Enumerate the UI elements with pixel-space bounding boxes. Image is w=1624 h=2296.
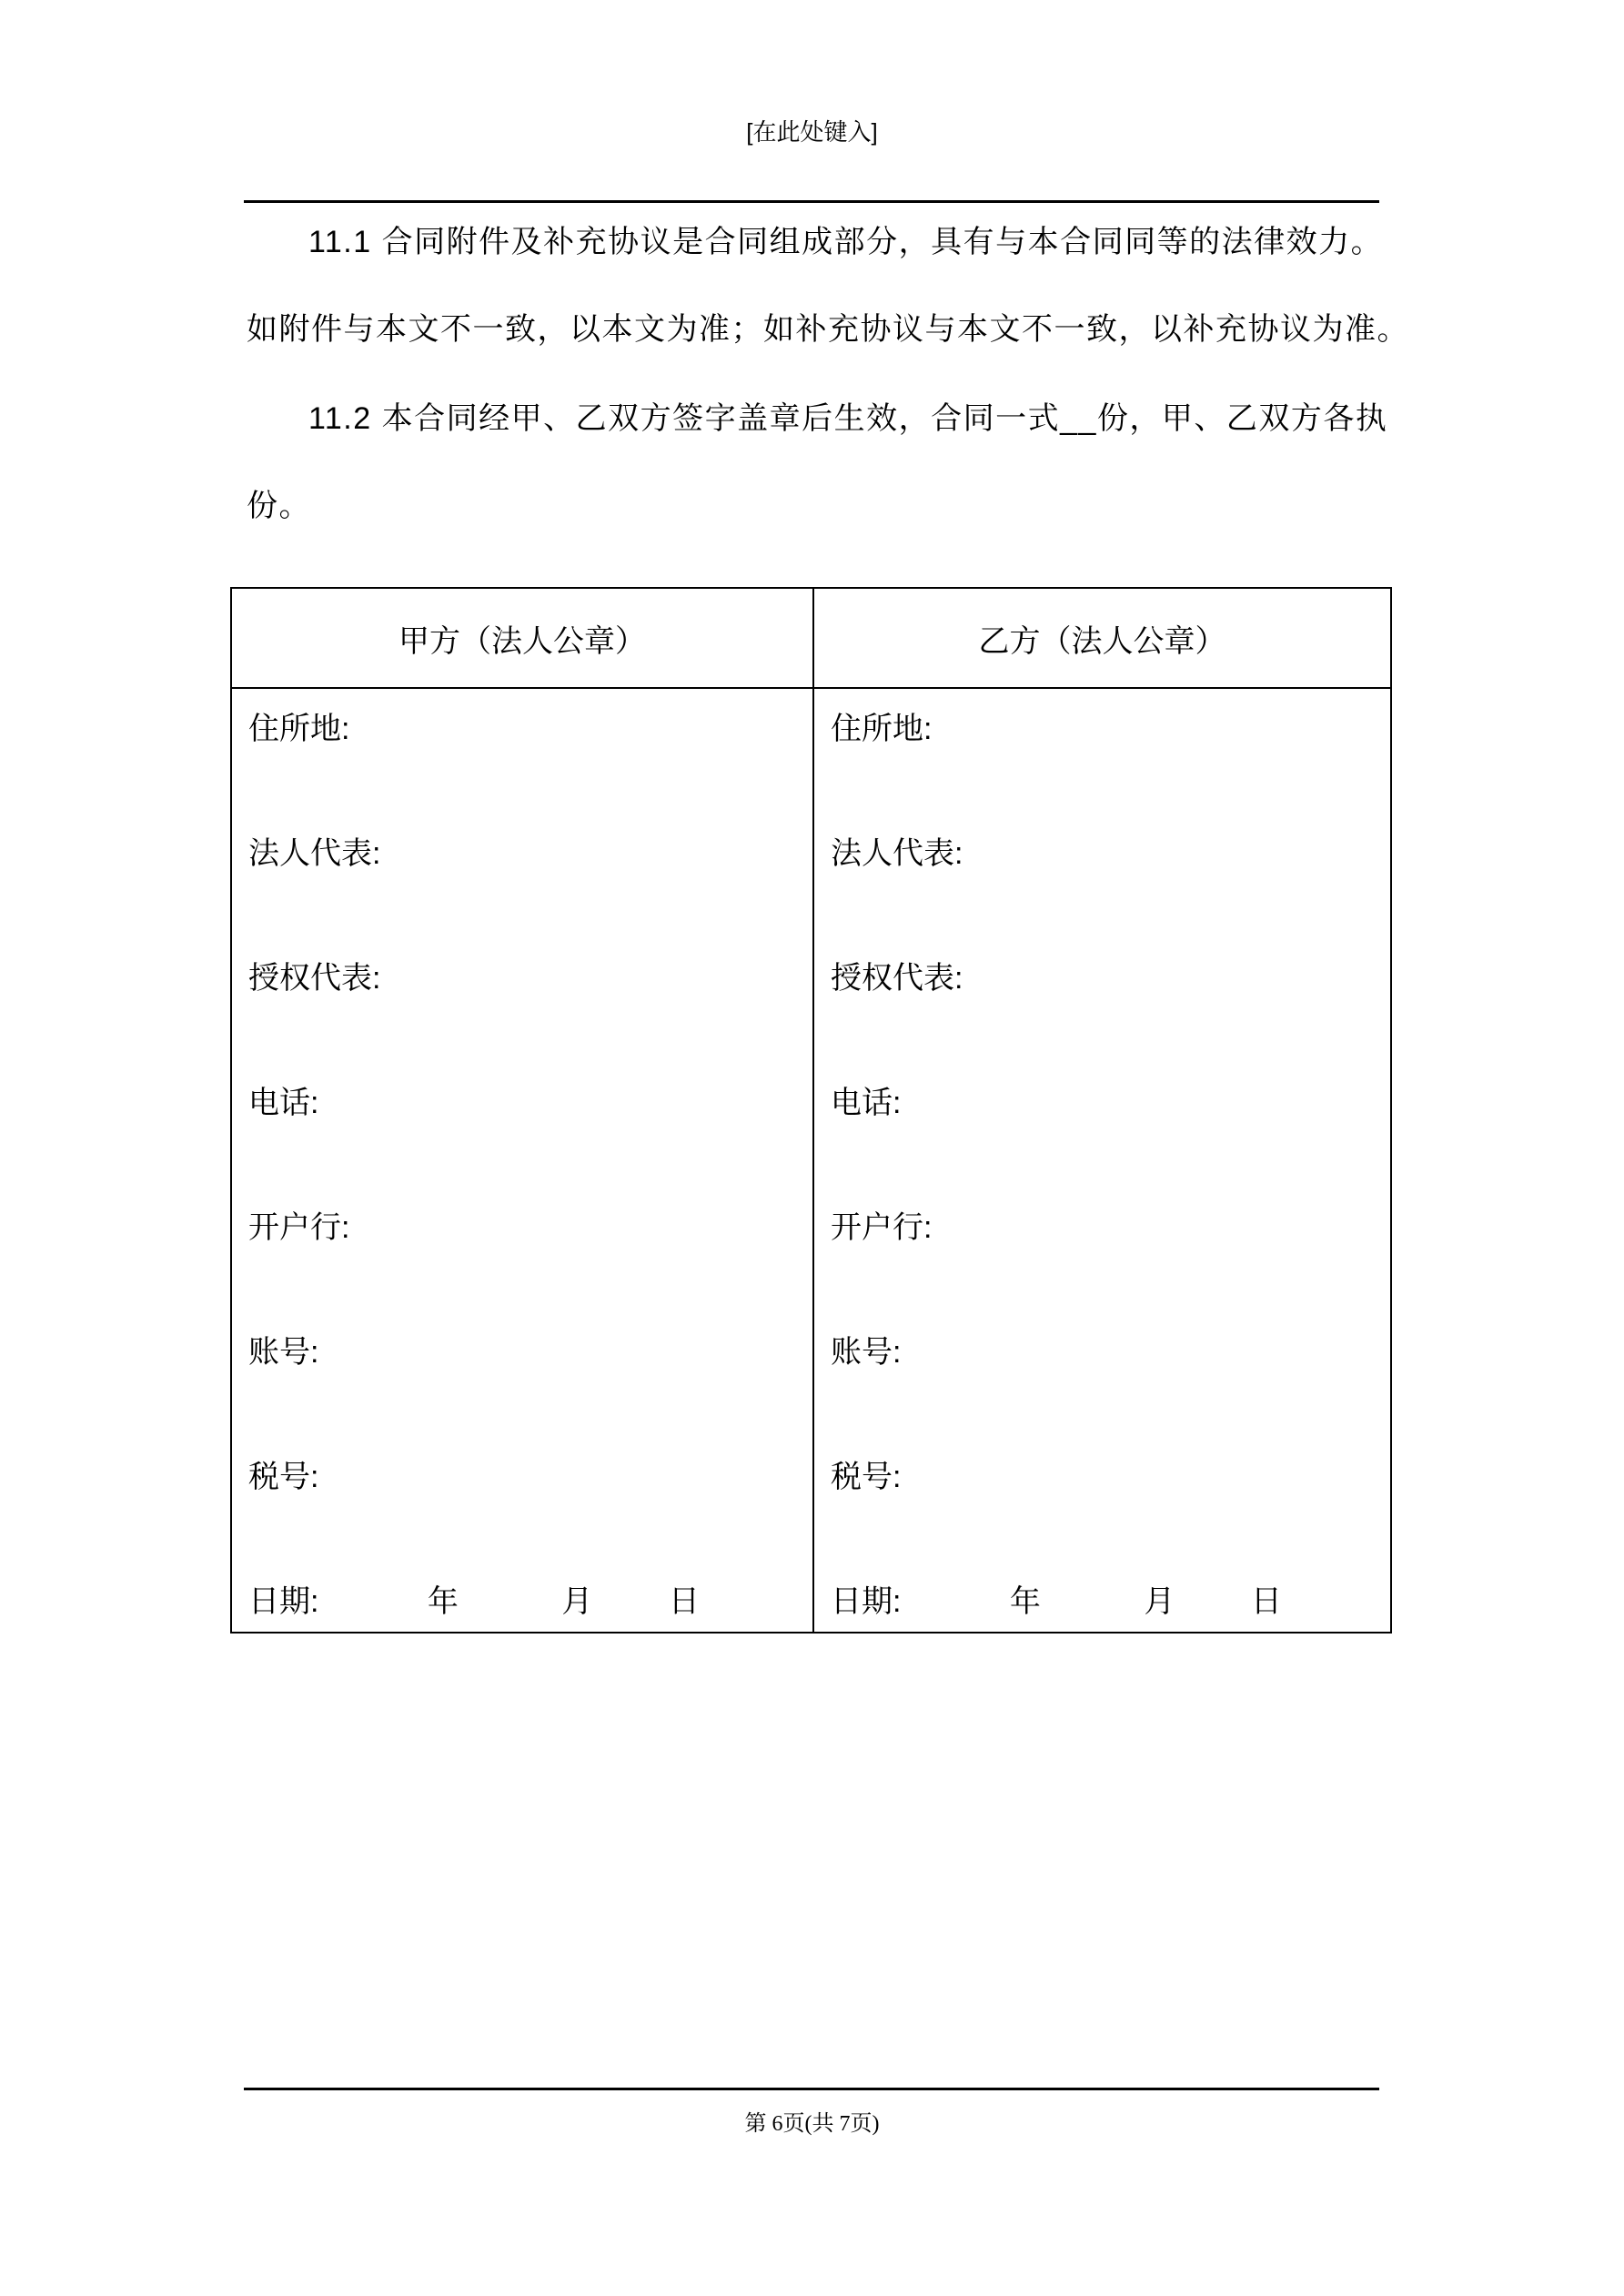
party-b-phone-label: 电话: <box>831 1086 902 1120</box>
party-b-date-label: 日期: <box>831 1584 902 1619</box>
party-a-phone-label: 电话: <box>248 1086 319 1120</box>
signature-table <box>230 587 1392 1633</box>
party-a-address-label: 住所地: <box>248 712 350 746</box>
party-b-bank-label: 开户行: <box>831 1210 933 1245</box>
clause-11-1-line-2: 如附件与本文不一致，以本文为准；如补充协议与本文不一致，以补充协议为准。 <box>247 312 1409 347</box>
party-a-date-year-label: 年 <box>427 1584 459 1619</box>
header-rule <box>244 200 1379 203</box>
page-number: 第 6页(共 7页) <box>744 2112 880 2136</box>
clause-11-1-line-1: 11.1 合同附件及补充协议是合同组成部分，具有与本合同同等的法律效力。 <box>308 225 1384 259</box>
party-a-legal-rep-label: 法人代表: <box>248 836 381 871</box>
party-a-date-label: 日期: <box>248 1584 319 1619</box>
party-b-address-label: 住所地: <box>831 712 933 746</box>
party-a-authorized-rep-label: 授权代表: <box>248 961 381 996</box>
party-a-header-cell: 甲方（法人公章） <box>232 589 814 687</box>
party-b-legal-rep-label: 法人代表: <box>831 836 963 871</box>
party-b-header-cell: 乙方（法人公章） <box>978 623 1226 659</box>
party-b-account-label: 账号: <box>831 1335 902 1370</box>
footer-rule <box>244 2088 1379 2090</box>
party-a-date-line <box>248 1585 812 1618</box>
party-b-authorized-rep-label: 授权代表: <box>831 961 963 996</box>
party-b-tax-id-label: 税号: <box>831 1460 902 1494</box>
party-b-date-line <box>831 1585 1390 1618</box>
party-a-account-label: 账号: <box>248 1335 319 1370</box>
clause-11-2-line-1: 11.2 本合同经甲、乙双方签字盖章后生效，合同一式__份，甲、乙双方各执 <box>308 401 1388 436</box>
party-a-date-day-label: 日 <box>668 1584 700 1619</box>
party-a-date-month-label: 月 <box>561 1584 593 1619</box>
signature-table-header-row <box>232 589 1390 689</box>
party-b-date-month-label: 月 <box>1144 1584 1175 1619</box>
party-b-cell <box>814 689 1390 1632</box>
party-a-bank-label: 开户行: <box>248 1210 350 1245</box>
party-b-date-year-label: 年 <box>1009 1584 1041 1619</box>
party-a-cell <box>232 689 814 1632</box>
party-b-date-day-label: 日 <box>1250 1584 1282 1619</box>
page-header-placeholder: [在此处键入] <box>746 118 878 146</box>
signature-table-body-row <box>232 689 1390 1632</box>
party-a-tax-id-label: 税号: <box>248 1460 319 1494</box>
clause-11-2-line-2: 份。 <box>247 489 311 523</box>
